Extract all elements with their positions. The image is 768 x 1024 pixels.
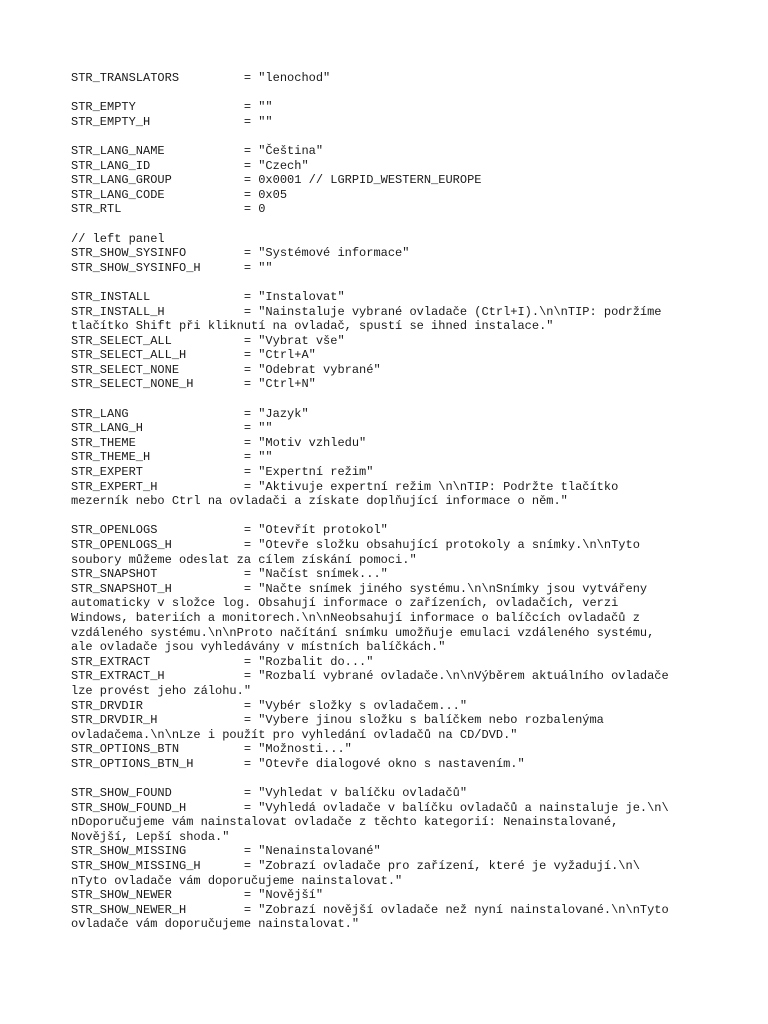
text-line: STR_LANG = "Jazyk"	[71, 406, 309, 421]
text-line: STR_SHOW_NEWER = "Novější"	[71, 888, 324, 903]
text-line: STR_EXTRACT = "Rozbalit do..."	[71, 654, 374, 669]
text-line: STR_SHOW_MISSING = "Nenainstalované"	[71, 844, 381, 859]
text-line: STR_SHOW_SYSINFO = "Systémové informace"	[71, 246, 410, 261]
text-line: STR_LANG_GROUP = 0x0001 // LGRPID_WESTERN_EUROPE	[71, 173, 482, 188]
text-line: STR_EXPERT = "Expertní režim"	[71, 465, 374, 480]
text-line: STR_SNAPSHOT_H = "Načte snímek jiného systému.\n\nSnímky jsou vytvářeny	[71, 581, 648, 596]
text-line: STR_OPENLOGS_H = "Otevře složku obsahující protokoly a snímky.\n\nTyto	[71, 538, 640, 552]
text-line: STR_TRANSLATORS = "lenochod"	[71, 71, 331, 85]
text-line: STR_SELECT_ALL = "Vybrat vše"	[71, 333, 345, 348]
text-line: STR_THEME_H = ""	[71, 450, 273, 465]
blank-line	[71, 275, 711, 290]
text-line: mezerník nebo Ctrl na ovladači a získate doplňující informace o něm."	[71, 494, 568, 509]
text-line: STR_THEME = "Motiv vzhledu"	[71, 435, 367, 450]
text-line: STR_SELECT_NONE_H = "Ctrl+N"	[71, 377, 316, 392]
text-line: vzdáleného systému.\n\nProto načítání snímku umožňuje emulaci vzdáleného systému,	[71, 625, 655, 640]
blank-line	[71, 772, 711, 787]
blank-line	[71, 217, 711, 232]
text-line: STR_LANG_ID = "Czech"	[71, 158, 309, 173]
text-line: STR_LANG_CODE = 0x05	[71, 187, 288, 202]
text-line: STR_OPTIONS_BTN = "Možnosti..."	[71, 742, 352, 757]
text-line: STR_OPENLOGS = "Otevřít protokol"	[71, 523, 388, 538]
text-line: Novější, Lepší shoda."	[71, 829, 230, 844]
text-line: STR_SHOW_SYSINFO_H = ""	[71, 260, 273, 275]
text-line: STR_EMPTY_H = ""	[71, 114, 273, 129]
text-line: STR_INSTALL_H = "Nainstaluje vybrané ovladače (Ctrl+I).\n\nTIP: podržíme	[71, 304, 662, 319]
text-line: automaticky v složce log. Obsahují informace o zařízeních, ovladačích, verzi	[71, 596, 619, 611]
blank-line	[71, 86, 711, 101]
text-line: STR_SELECT_ALL_H = "Ctrl+A"	[71, 348, 316, 363]
text-line: lze provést jeho zálohu."	[71, 683, 252, 698]
blank-line	[71, 509, 711, 524]
text-line: STR_INSTALL = "Instalovat"	[71, 289, 345, 304]
text-line: STR_DRVDIR = "Vybér složky s ovladačem..."	[71, 698, 468, 713]
text-line: STR_EXTRACT_H = "Rozbalí vybrané ovladače.\n\nVýběrem aktuálního ovladače	[71, 669, 669, 684]
text-line: ovladačema.\n\nLze i použít pro vyhledání ovladačů na CD/DVD."	[71, 727, 518, 742]
text-line: nDoporučujeme vám nainstalovat ovladače z těchto kategorií: Nenainstalované,	[71, 815, 619, 830]
text-line: nTyto ovladače vám doporučujeme nainstalovat."	[71, 873, 403, 888]
text-line: STR_LANG_NAME = "Čeština"	[71, 143, 324, 158]
text-line: tlačítko Shift při kliknutí na ovladač, spustí se ihned instalace."	[71, 319, 554, 334]
text-line: STR_SHOW_FOUND_H = "Vyhledá ovladače v balíčku ovladačů a nainstaluje je.\n\	[71, 800, 669, 815]
text-line: STR_SHOW_MISSING_H = "Zobrazí ovladače pro zařízení, které je vyžadují.\n\	[71, 859, 640, 874]
text-line: STR_SNAPSHOT = "Načíst snímek..."	[71, 567, 388, 582]
text-line: STR_EMPTY = ""	[71, 100, 273, 115]
text-line: ale ovladače jsou vyhledávány v místních balíčkách."	[71, 640, 446, 655]
document-page	[71, 71, 711, 932]
text-line: STR_SHOW_FOUND = "Vyhledat v balíčku ovladačů"	[71, 786, 468, 801]
blank-line	[71, 129, 711, 144]
text-line: STR_LANG_H = ""	[71, 421, 273, 436]
text-line: Windows, bateriích a monitorech.\n\nNeobsahují informace o balíčcích ovladačů z	[71, 610, 640, 625]
text-line: STR_SELECT_NONE = "Odebrat vybrané"	[71, 362, 381, 377]
blank-line	[71, 392, 711, 407]
text-line: // left panel	[71, 231, 165, 246]
text-line: soubory můžeme odeslat za cílem získání pomoci."	[71, 552, 417, 567]
text-line: ovladače vám doporučujeme nainstalovat."	[71, 917, 360, 932]
text-line: STR_RTL = 0	[71, 202, 266, 217]
text-line: STR_OPTIONS_BTN_H = "Otevře dialogové okno s nastavením."	[71, 756, 525, 771]
text-line: STR_EXPERT_H = "Aktivuje expertní režim \n\nTIP: Podržte tlačítko	[71, 479, 619, 494]
text-line: STR_DRVDIR_H = "Vybere jinou složku s balíčkem nebo rozbalenýma	[71, 713, 604, 728]
text-line: STR_SHOW_NEWER_H = "Zobrazí novější ovladače než nyní nainstalované.\n\nTyto	[71, 902, 669, 917]
